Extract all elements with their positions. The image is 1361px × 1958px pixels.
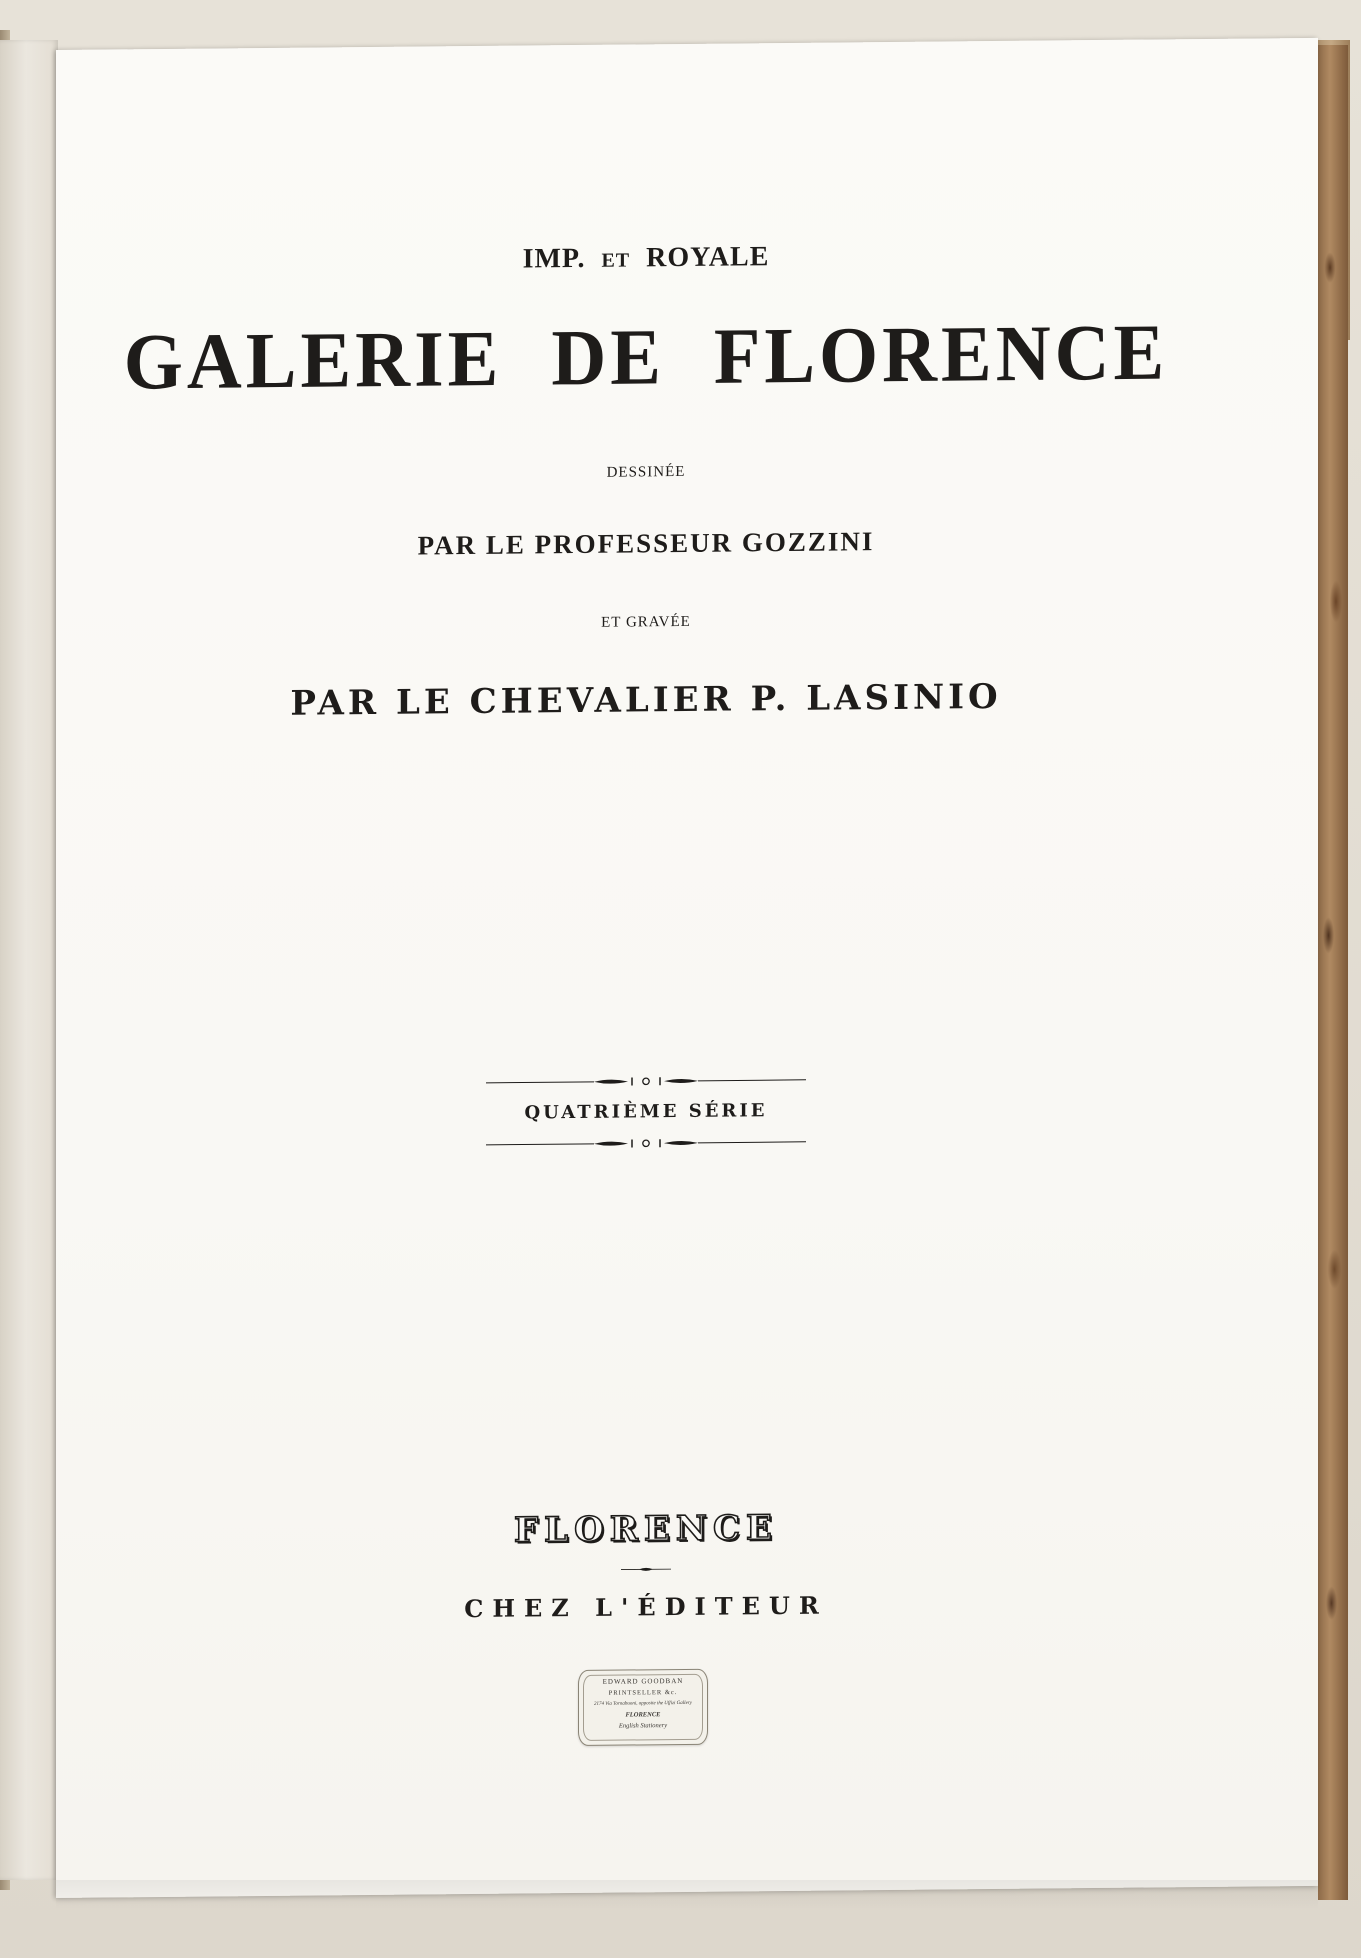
- page-bottom-shadow: [56, 1880, 1318, 1910]
- city-name: FLORENCE: [514, 1508, 778, 1551]
- professeur-line: PAR LE PROFESSEUR GOZZINI: [417, 526, 875, 561]
- main-title: GALERIE DE FLORENCE: [123, 308, 1169, 407]
- imprint-royale: ROYALE: [646, 241, 770, 274]
- seller-address: 2174 Via Tornabuoni, opposite the Uffizi Gallery: [594, 1700, 692, 1707]
- gravee-text: ET GRAVÉE: [601, 613, 691, 631]
- imprint-line: [56, 237, 1236, 280]
- publisher-line: CHEZ L'ÉDITEUR: [464, 1590, 828, 1624]
- seller-label-border: [583, 1674, 703, 1741]
- ornamental-rule-bottom: [486, 1135, 806, 1152]
- seller-city: FLORENCE: [625, 1711, 661, 1719]
- seller-name: EDWARD GOODBAN: [602, 1676, 684, 1686]
- left-page-edge: [0, 40, 58, 1880]
- seller-trade: PRINTSELLER &c.: [608, 1689, 678, 1697]
- imprint-et: ET: [601, 249, 631, 272]
- dessinee-text: DESSINÉE: [606, 463, 686, 481]
- ornamental-rule-top: [486, 1073, 806, 1090]
- title-page: [56, 38, 1318, 1898]
- title-page-content: [56, 38, 1318, 1898]
- seller-specialty: English Stationery: [618, 1722, 668, 1730]
- chevalier-line: PAR LE CHEVALIER P. LASINIO: [290, 676, 1002, 724]
- small-ornament: [621, 1564, 671, 1574]
- seller-label-sticker: [578, 1669, 708, 1746]
- imprint-imp: IMP.: [522, 242, 586, 275]
- marbled-board-edge: [1318, 45, 1348, 1900]
- series-label: QUATRIÈME SÉRIE: [524, 1100, 768, 1124]
